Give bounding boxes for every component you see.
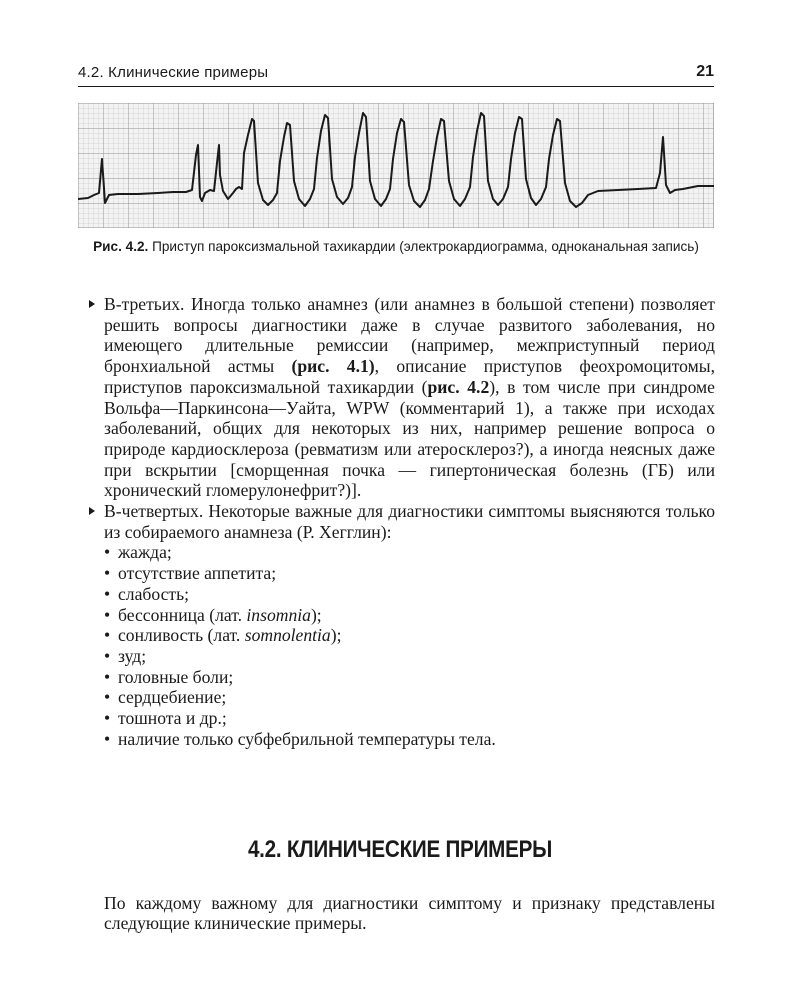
arrow-bullet-icon (89, 507, 95, 515)
paragraph-text: В-третьих. Иногда только анамнез (или анамнез в большой степени) позволяет решить вопросы диагностики даже в случае развитого заболевания, но имеющего длительные ремиссии (например, межприступный период бронхиальной астмы (104, 294, 715, 377)
ecg-trace-icon (78, 103, 714, 228)
latin-term: insomnia (246, 604, 311, 625)
intro-paragraph: По каждому важному для диагностики симптому и признаку представлены следующие клинические примеры. (104, 892, 715, 934)
figure-label: Рис. 4.2. (93, 239, 149, 254)
list-item: • отсутствие аппетита; (104, 563, 715, 584)
list-item: • зуд; (104, 646, 715, 667)
list-item: • бессонница (лат. insomnia); (104, 605, 715, 626)
list-item: • сонливость (лат. somnolentia); (104, 625, 715, 646)
paragraph-text: , описание приступов феохромоцитомы, приступов пароксизмальной тахикардии ( (104, 356, 715, 397)
figure-reference: (рис. 4.1) (291, 356, 375, 377)
figure-caption (88, 238, 704, 256)
list-item: • слабость; (104, 584, 715, 605)
figure-reference: рис. 4.2 (427, 376, 490, 397)
page-number: 21 (696, 63, 714, 80)
latin-term: somnolentia (244, 625, 331, 646)
paragraph-fourth-point (104, 501, 715, 542)
list-item: • жажда; (104, 542, 715, 563)
section-heading: 4.2. КЛИНИЧЕСКИЕ ПРИМЕРЫ (247, 836, 553, 863)
list-item: • тошнота и др.; (104, 708, 715, 729)
figure-caption-text: Приступ пароксизмальной тахикардии (электрокардиограмма, одноканальная запись) (148, 239, 699, 254)
list-item: • головные боли; (104, 667, 715, 688)
ecg-figure (78, 103, 714, 228)
symptom-list (104, 542, 715, 749)
body-text (104, 294, 715, 749)
list-item: • сердцебиение; (104, 687, 715, 708)
paragraph-text: ), в том числе при синдроме Вольфа—Паркинсона—Уайта, WPW (комментарий 1), а также при исходах заболеваний, общих для некоторых из них, например решение вопроса о природе кардиосклероза (ревматизм или атеросклероз?), а иногда неясных даже при вскрытии [сморщенная почка — гипертоническая болезнь (ГБ) или хронический гломерулонефрит?)]. (104, 376, 715, 501)
arrow-bullet-icon (89, 300, 95, 308)
running-header-section: 4.2. Клинические примеры (78, 64, 269, 81)
running-header (78, 62, 714, 87)
paragraph-third-point (104, 294, 715, 501)
list-item: • наличие только субфебрильной температуры тела. (104, 729, 715, 750)
paragraph-text: В-четвертых. Некоторые важные для диагностики симптомы выясняются только из собираемого анамнеза (Р. Хегглин): (104, 501, 715, 542)
